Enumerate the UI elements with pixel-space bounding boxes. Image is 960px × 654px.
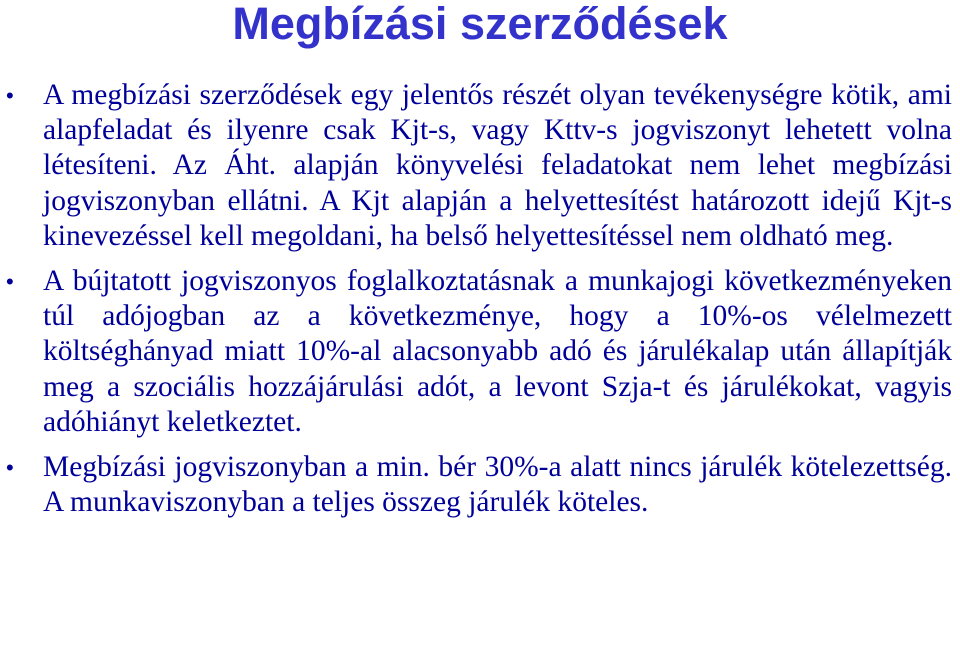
bullet-item [0, 264, 960, 440]
bullet-item [0, 78, 960, 254]
bullet-icon: • [6, 455, 14, 481]
bullet-text: A megbízási szerződések egy jelentős részét olyan tevékenységre kötik, ami alapfeladat és ilyenre csak Kjt-s, vagy Kttv-s jogviszonyt lehetett volna létesíteni. Az Áht. alapján könyvelési feladatokat nem lehet megbízási jogviszonyban ellátni. A Kjt alapján a helyettesítést határozott idejű Kjt-s kinevezéssel kell megoldani, ha belső helyettesítéssel nem oldható meg. [43, 79, 952, 252]
bullet-icon: • [6, 83, 14, 108]
slide-title: Megbízási szerződések [232, 0, 728, 49]
bullet-item [0, 450, 960, 520]
bullet-list [0, 78, 960, 530]
bullet-icon: • [6, 269, 14, 295]
bullet-text: Megbízási jogviszonyban a min. bér 30%-a alatt nincs járulék kötelezettség. A munkaviszonyban a teljes összeg járulék köteles. [43, 451, 952, 519]
bullet-text: A bújtatott jogviszonyos foglalkoztatásnak a munkajogi következményeken túl adójogban az a következménye, hogy a 10%-os vélelmezett költséghányad miatt 10%-al alacsonyabb adó és járulékalap után állapítják meg a szociális hozzájárulási adót, a levont Szja-t és járulékokat, vagyis adóhiányt keletkeztet. [43, 265, 952, 438]
